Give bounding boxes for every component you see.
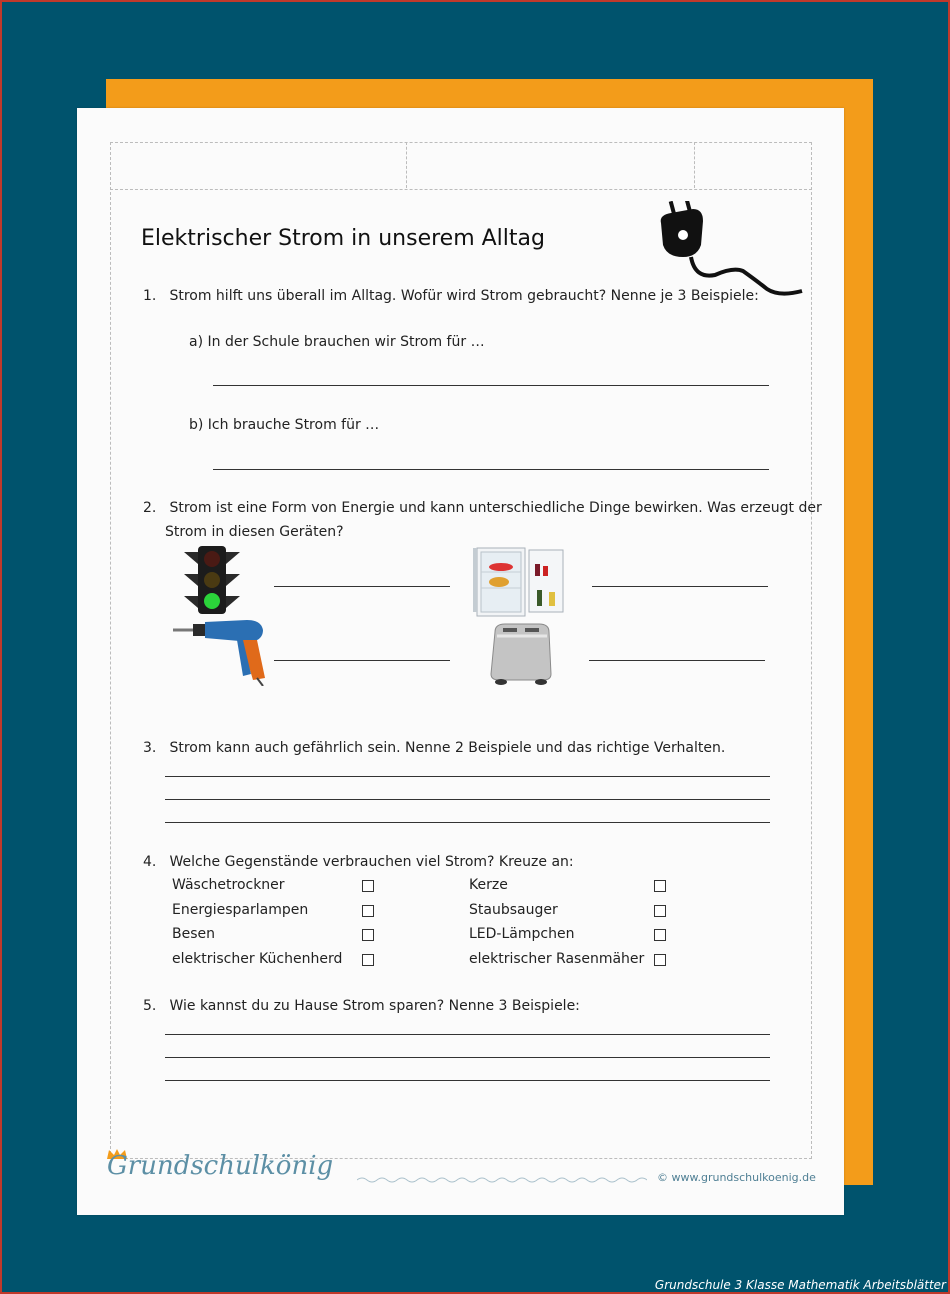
- checkbox[interactable]: [654, 929, 666, 941]
- checkbox[interactable]: [654, 905, 666, 917]
- question-1b-text: b) Ich brauche Strom für …: [189, 417, 380, 433]
- question-5: [143, 998, 580, 1014]
- header-divider: [694, 142, 695, 188]
- question-2-text-line2: Strom in diesen Geräten?: [165, 524, 344, 540]
- image-caption: Grundschule 3 Klasse Mathematik Arbeitsblätter: [654, 1278, 946, 1292]
- answer-line[interactable]: [165, 1057, 770, 1058]
- question-1-text: Strom hilft uns überall im Alltag. Wofür wird Strom gebraucht? Nenne je 3 Beispiele:: [169, 288, 759, 304]
- checkbox[interactable]: [362, 880, 374, 892]
- question-1: [143, 288, 759, 304]
- header-box: [110, 142, 812, 190]
- checkbox[interactable]: [362, 929, 374, 941]
- header-divider: [406, 142, 407, 188]
- plug-icon: [657, 201, 807, 301]
- worksheet-title: Elektrischer Strom in unserem Alltag: [141, 226, 545, 251]
- checkbox-label: elektrischer Rasenmäher: [469, 951, 645, 967]
- copyright-text: © www.grundschulkoenig.de: [657, 1171, 816, 1184]
- question-5-number: 5.: [143, 998, 157, 1014]
- checkbox[interactable]: [654, 954, 666, 966]
- checkbox[interactable]: [362, 954, 374, 966]
- question-1a-text: a) In der Schule brauchen wir Strom für …: [189, 334, 485, 350]
- answer-line[interactable]: [165, 799, 770, 800]
- checkbox-label: elektrischer Küchenherd: [172, 951, 343, 967]
- question-3: [143, 740, 725, 756]
- fridge-image: [473, 544, 569, 620]
- answer-line[interactable]: [165, 1080, 770, 1081]
- question-4-text: Welche Gegenstände verbrauchen viel Strom? Kreuze an:: [169, 854, 574, 870]
- answer-line[interactable]: [592, 586, 768, 587]
- checkbox-label: Staubsauger: [469, 902, 558, 918]
- footer-divider: [357, 1176, 647, 1184]
- checkbox-label: Besen: [172, 926, 215, 942]
- checkbox[interactable]: [654, 880, 666, 892]
- answer-line[interactable]: [274, 586, 450, 587]
- logo-text: Grundschulkönig: [107, 1151, 334, 1181]
- question-2-text-line1: Strom ist eine Form von Energie und kann unterschiedliche Dinge bewirken. Was erzeugt der: [169, 500, 822, 516]
- answer-line[interactable]: [165, 822, 770, 823]
- question-5-text: Wie kannst du zu Hause Strom sparen? Nenne 3 Beispiele:: [169, 998, 580, 1014]
- question-3-text: Strom kann auch gefährlich sein. Nenne 2 Beispiele und das richtige Verhalten.: [169, 740, 726, 756]
- checkbox[interactable]: [362, 905, 374, 917]
- question-4: [143, 854, 574, 870]
- checkbox-label: Energiesparlampen: [172, 902, 309, 918]
- question-2: [143, 500, 822, 516]
- question-2-number: 2.: [143, 500, 157, 516]
- question-4-number: 4.: [143, 854, 157, 870]
- answer-line[interactable]: [213, 385, 769, 386]
- checkbox-label: Kerze: [469, 877, 508, 893]
- drill-image: [171, 618, 269, 686]
- answer-line[interactable]: [165, 776, 770, 777]
- answer-line[interactable]: [274, 660, 450, 661]
- traffic-light-image: [182, 544, 242, 616]
- answer-line[interactable]: [165, 1034, 770, 1035]
- answer-line[interactable]: [589, 660, 765, 661]
- question-1-number: 1.: [143, 288, 157, 304]
- worksheet-page: [77, 108, 844, 1215]
- checkbox-label: Wäschetrockner: [172, 877, 285, 893]
- answer-line[interactable]: [213, 469, 769, 470]
- question-3-number: 3.: [143, 740, 157, 756]
- toaster-image: [487, 620, 557, 686]
- checkbox-label: LED-Lämpchen: [469, 926, 575, 942]
